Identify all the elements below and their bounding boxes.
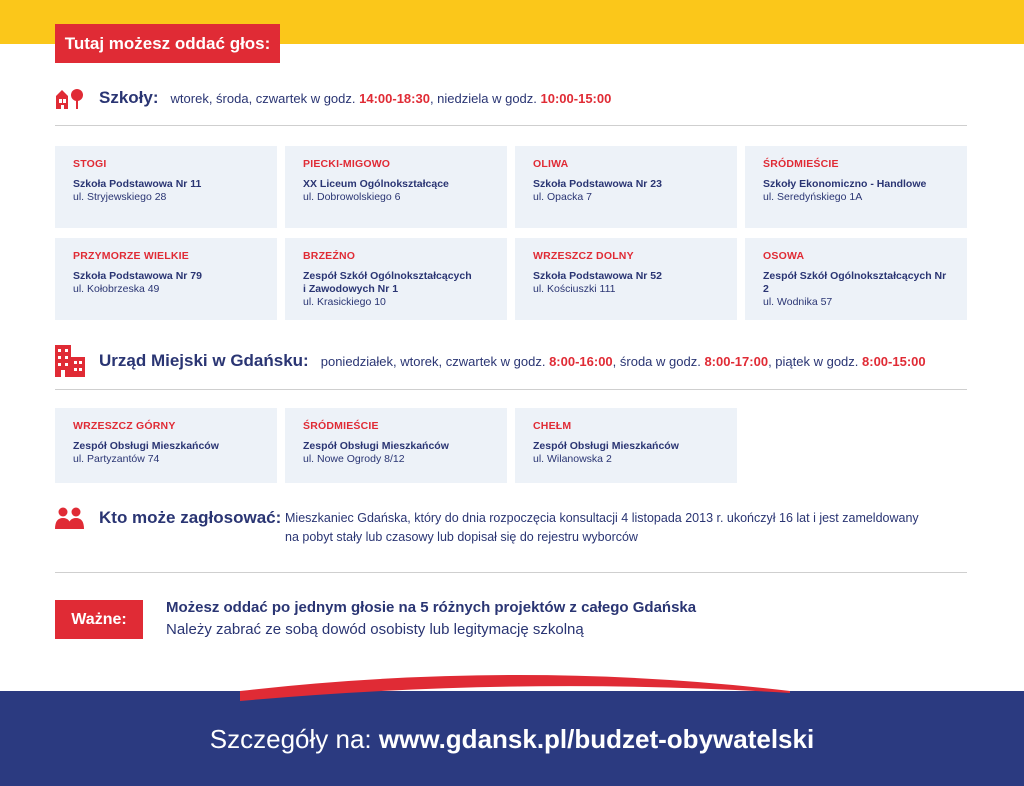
location-card xyxy=(515,238,737,320)
street-address: ul. Partyzantów 74 xyxy=(73,453,160,465)
city-hall-title: Urząd Miejski w Gdańsku: xyxy=(99,351,309,370)
location-card xyxy=(745,146,967,228)
divider xyxy=(55,125,967,126)
district-name: PRZYMORZE WIELKIE xyxy=(73,250,189,262)
institution-name: i Zawodowych Nr 1 xyxy=(303,283,399,295)
institution-name: XX Liceum Ogólnokształcące xyxy=(303,178,449,190)
people-icon xyxy=(55,506,85,530)
red-swoosh-decoration xyxy=(0,664,1024,704)
city-hall-icon xyxy=(55,345,85,377)
street-address: ul. Stryjewskiego 28 xyxy=(73,191,167,203)
hours-text: , środa w godz. xyxy=(612,353,705,369)
vote-here-banner: Tutaj możesz oddać głos: xyxy=(55,24,280,63)
footer-details xyxy=(0,724,1024,755)
location-card xyxy=(515,146,737,228)
institution-name: Zespół Obsługi Mieszkańców xyxy=(73,440,219,452)
location-card xyxy=(285,146,507,228)
location-card xyxy=(55,146,277,228)
street-address: ul. Krasickiego 10 xyxy=(303,296,386,308)
street-address: ul. Kołobrzeska 49 xyxy=(73,283,160,295)
hours-range: 8:00-15:00 xyxy=(862,353,926,369)
location-card xyxy=(745,238,967,320)
district-name: OLIWA xyxy=(533,158,569,170)
institution-name: Szkoła Podstawowa Nr 52 xyxy=(533,270,662,282)
street-address: ul. Nowe Ogrody 8/12 xyxy=(303,453,405,465)
location-card xyxy=(55,238,277,320)
institution-name: Szkoły Ekonomiczno - Handlowe xyxy=(763,178,927,190)
important-badge: Ważne: xyxy=(55,600,143,639)
who-title: Kto może zagłosować: xyxy=(99,508,282,527)
divider xyxy=(55,572,967,573)
hours-range: 14:00-18:30 xyxy=(359,90,430,106)
who-description xyxy=(285,509,945,547)
institution-name: Zespół Obsługi Mieszkańców xyxy=(303,440,449,452)
institution-name: Zespół Obsługi Mieszkańców xyxy=(533,440,679,452)
institution-name: Szkoła Podstawowa Nr 79 xyxy=(73,270,202,282)
important-id-note: Należy zabrać ze sobą dowód osobisty lub legitymację szkolną xyxy=(166,621,584,638)
location-card xyxy=(515,408,737,483)
hours-text: poniedziałek, wtorek, czwartek w godz. xyxy=(320,353,550,369)
important-votes-note: Możesz oddać po jednym głosie na 5 różnych projektów z całego Gdańska xyxy=(166,599,697,616)
who-line: na pobyt stały lub czasowy lub dopisał się do rejestru wyborców xyxy=(285,530,638,544)
street-address: ul. Opacka 7 xyxy=(533,191,592,203)
district-name: STOGI xyxy=(73,158,107,170)
hours-text: wtorek, środa, czwartek w godz. xyxy=(170,90,360,106)
street-address: ul. Dobrowolskiego 6 xyxy=(303,191,401,203)
hours-range: 8:00-17:00 xyxy=(704,353,769,369)
schools-hours xyxy=(171,91,612,106)
district-name: ŚRÓDMIEŚCIE xyxy=(763,158,839,170)
district-name: PIECKI-MIGOWO xyxy=(303,158,391,170)
schools-header xyxy=(55,86,611,110)
footer-prefix: Szczegóły na: xyxy=(209,724,379,754)
district-name: CHEŁM xyxy=(533,420,572,432)
district-name: BRZEŹNO xyxy=(303,250,356,262)
school-building-icon xyxy=(55,86,85,110)
who-header xyxy=(55,506,293,530)
hours-text: , piątek w godz. xyxy=(768,353,863,369)
street-address: ul. Wilanowska 2 xyxy=(533,453,612,465)
institution-name: Zespół Szkół Ogólnokształcących Nr 2 xyxy=(763,270,947,295)
location-card xyxy=(55,408,277,483)
city-hall-header xyxy=(55,345,926,377)
schools-title: Szkoły: xyxy=(99,88,159,107)
footer-url-link[interactable]: www.gdansk.pl/budzet-obywatelski xyxy=(378,724,815,754)
street-address: ul. Wodnika 57 xyxy=(763,296,833,308)
street-address: ul. Kościuszki 111 xyxy=(533,283,616,295)
hours-range: 8:00-16:00 xyxy=(549,353,613,369)
who-line: Mieszkaniec Gdańska, który do dnia rozpoczęcia konsultacji 4 listopada 2013 r. ukończył 16 lat i jest zameldowany xyxy=(285,511,919,525)
district-name: ŚRÓDMIEŚCIE xyxy=(303,420,379,432)
city-hall-hours xyxy=(321,354,926,369)
hours-range: 10:00-15:00 xyxy=(540,90,612,106)
location-card xyxy=(285,408,507,483)
institution-name: Zespół Szkół Ogólnokształcących xyxy=(303,270,472,282)
location-card xyxy=(285,238,507,320)
divider xyxy=(55,389,967,390)
institution-name: Szkoła Podstawowa Nr 23 xyxy=(533,178,662,190)
hours-text: , niedziela w godz. xyxy=(429,90,541,106)
institution-name: Szkoła Podstawowa Nr 11 xyxy=(73,178,202,190)
district-name: OSOWA xyxy=(763,250,805,262)
district-name: WRZESZCZ GÓRNY xyxy=(73,420,176,432)
street-address: ul. Seredyńskiego 1A xyxy=(763,191,863,203)
district-name: WRZESZCZ DOLNY xyxy=(533,250,634,262)
